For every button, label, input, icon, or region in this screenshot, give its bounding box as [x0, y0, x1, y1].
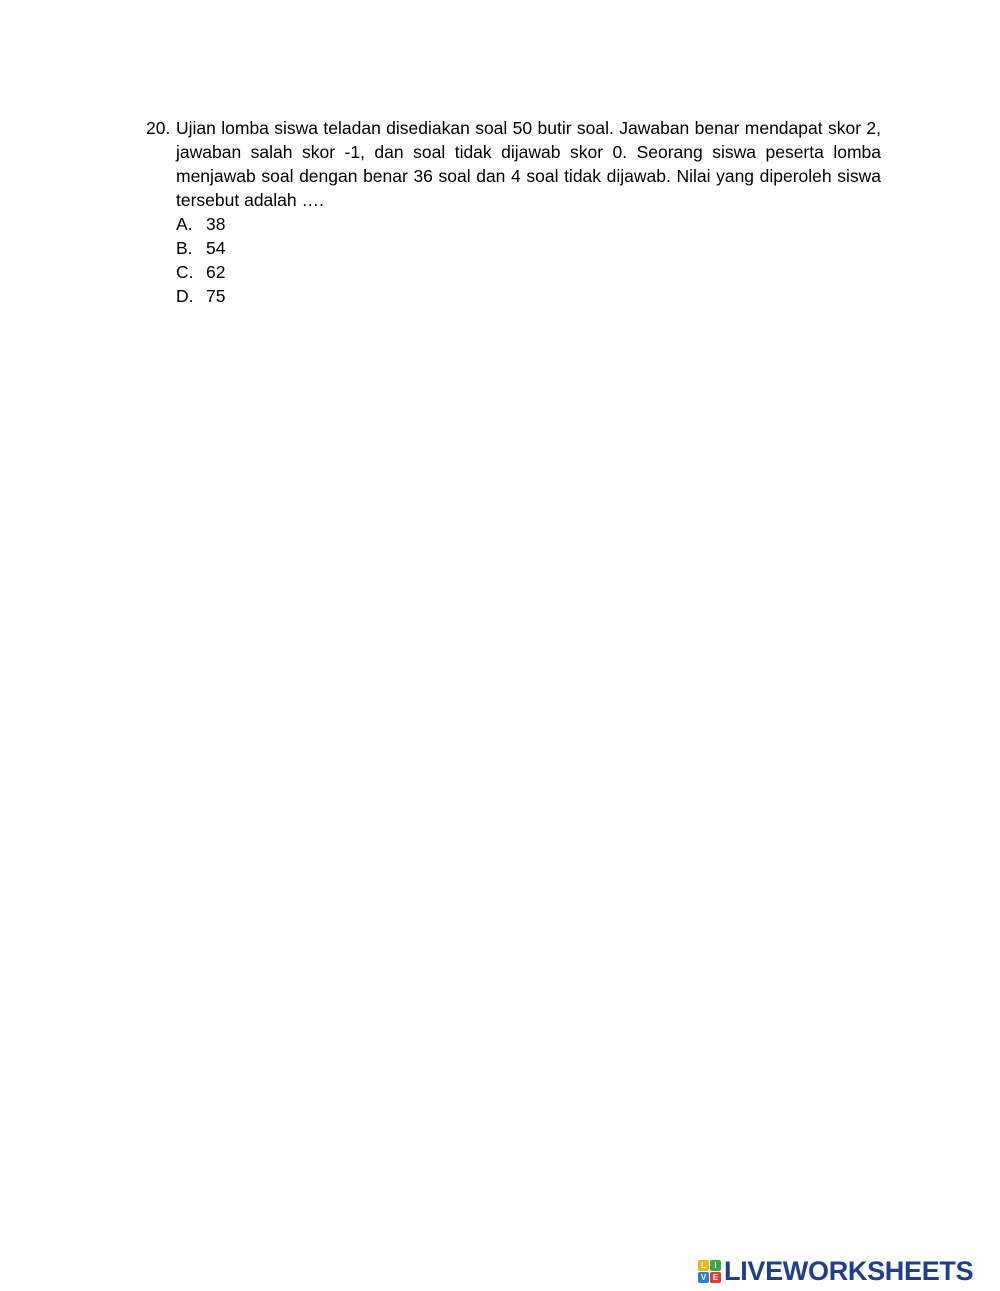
option-d[interactable]	[176, 284, 881, 308]
question-row	[146, 116, 881, 212]
option-letter: B.	[176, 238, 193, 258]
option-b[interactable]	[176, 236, 881, 260]
question-text: Ujian lomba siswa teladan disediakan soal 50 butir soal. Jawaban benar mendapat skor 2, jawaban salah skor -1, dan soal tidak dijawab skor 0. Seorang siswa peserta lomba menjawab soal dengan benar 36 soal dan 4 soal tidak dijawab. Nilai yang diperoleh siswa tersebut adalah ….	[176, 118, 881, 210]
option-value: 75	[206, 286, 226, 306]
logo-block-v: V	[698, 1272, 709, 1283]
logo-block-l: L	[698, 1260, 709, 1271]
answer-options	[176, 212, 881, 308]
live-blocks-icon	[698, 1260, 721, 1283]
option-value: 62	[206, 262, 226, 282]
logo-block-i: I	[710, 1260, 721, 1271]
question-number: 20.	[146, 118, 171, 138]
brand-wordmark: LIVEWORKSHEETS	[724, 1256, 974, 1286]
option-letter: A.	[176, 214, 193, 234]
option-value: 54	[206, 238, 226, 258]
liveworksheets-logo	[698, 1257, 973, 1285]
option-value: 38	[206, 214, 226, 234]
option-a[interactable]	[176, 212, 881, 236]
logo-block-e: E	[710, 1272, 721, 1283]
question-block	[146, 116, 881, 308]
option-c[interactable]	[176, 260, 881, 284]
option-letter: C.	[176, 262, 194, 282]
option-letter: D.	[176, 286, 194, 306]
